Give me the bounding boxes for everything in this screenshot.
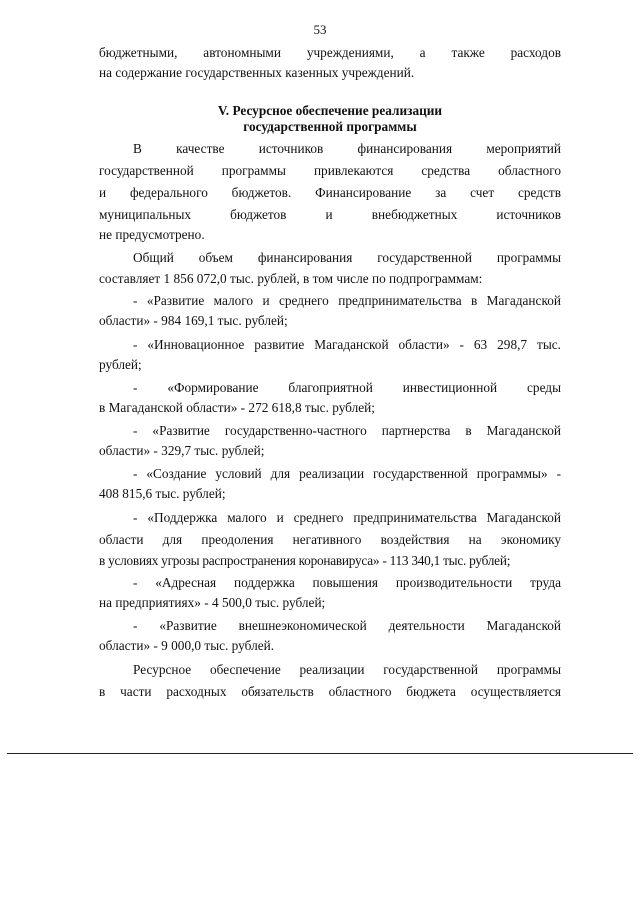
resource-paragraph-line-1: Ресурсное обеспечение реализации государственной программы <box>133 662 561 677</box>
subprogram-item-3-line-2: в Магаданской области» - 272 618,8 тыс. рублей; <box>99 400 375 415</box>
subprogram-item-6-line-1: - «Поддержка малого и среднего предпринимательства Магаданской <box>133 510 561 525</box>
top-paragraph-line-2: на содержание государственных казенных учреждений. <box>99 65 415 80</box>
total-paragraph-line-2: составляет 1 856 072,0 тыс. рублей, в том числе по подпрограммам: <box>99 271 483 286</box>
sources-paragraph-line-2: государственной программы привлекаются средства областного <box>99 163 561 178</box>
subprogram-item-8-line-1: - «Развитие внешнеэкономической деятельности Магаданской <box>133 618 561 633</box>
sources-paragraph-line-1: В качестве источников финансирования мероприятий <box>133 141 561 156</box>
subprogram-item-3-line-1: - «Формирование благоприятной инвестиционной среды <box>133 380 561 395</box>
subprogram-item-2-line-2: рублей; <box>99 357 142 372</box>
subprogram-item-7-line-2: на предприятиях» - 4 500,0 тыс. рублей; <box>99 595 326 610</box>
total-paragraph-line-1: Общий объем финансирования государственной программы <box>133 250 561 265</box>
subprogram-item-5-line-2: 408 815,6 тыс. рублей; <box>99 486 226 501</box>
page-number: 53 <box>313 22 327 37</box>
resource-paragraph-line-2: в части расходных обязательств областного бюджета осуществляется <box>99 684 561 699</box>
subprogram-item-1-line-2: области» - 984 169,1 тыс. рублей; <box>99 313 288 328</box>
subprogram-item-8-line-2: области» - 9 000,0 тыс. рублей. <box>99 638 275 653</box>
section-title <box>99 103 561 135</box>
section-title-line-1: V. Ресурсное обеспечение реализации <box>217 103 443 118</box>
bottom-rule <box>7 753 633 754</box>
subprogram-item-4-line-1: - «Развитие государственно-частного партнерства в Магаданской <box>133 423 561 438</box>
sources-paragraph-line-5: не предусмотрено. <box>99 227 205 242</box>
sources-paragraph-line-4: муниципальных бюджетов и внебюджетных источников <box>99 207 561 222</box>
subprogram-item-2-line-1: - «Инновационное развитие Магаданской области» - 63 298,7 тыс. <box>133 337 561 352</box>
sources-paragraph-line-3: и федерального бюджетов. Финансирование за счет средств <box>99 185 561 200</box>
subprogram-item-1-line-1: - «Развитие малого и среднего предпринимательства в Магаданской <box>133 293 561 308</box>
subprogram-item-4-line-2: области» - 329,7 тыс. рублей; <box>99 443 265 458</box>
top-paragraph-line-1: бюджетными, автономными учреждениями, а также расходов <box>99 45 561 60</box>
section-title-line-2: государственной программы <box>243 119 417 134</box>
subprogram-item-6-line-2: области для преодоления негативного воздействия на экономику <box>99 532 561 547</box>
subprogram-item-6-line-3: в условиях угрозы распространения коронавируса» - 113 340,1 тыс. рублей; <box>99 553 511 568</box>
subprogram-item-7-line-1: - «Адресная поддержка повышения производительности труда <box>133 575 561 590</box>
subprogram-item-5-line-1: - «Создание условий для реализации государственной программы» - <box>133 466 561 481</box>
